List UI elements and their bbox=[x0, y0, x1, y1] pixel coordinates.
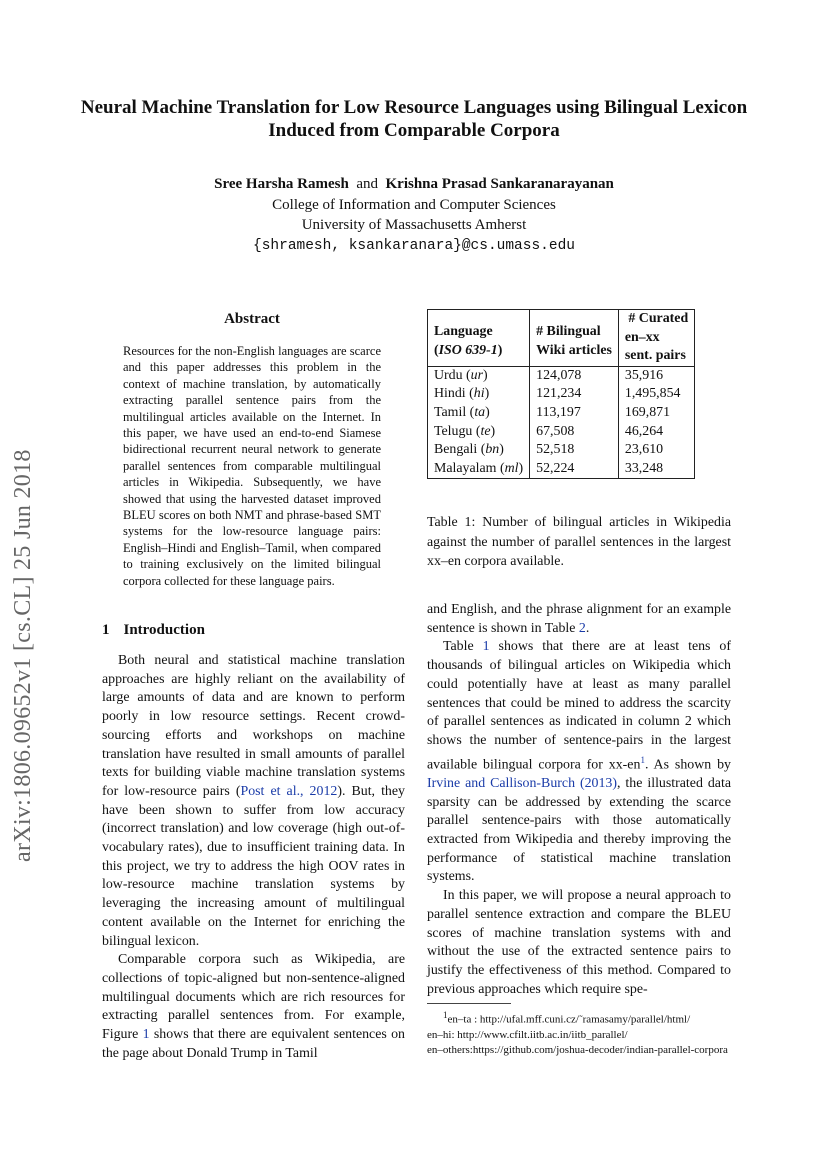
cell-articles: 121,234 bbox=[530, 385, 619, 404]
cell-language: Bengali (bn) bbox=[428, 441, 530, 460]
footnote bbox=[427, 1008, 731, 1058]
cell-pairs: 23,610 bbox=[618, 441, 694, 460]
bilingual-table bbox=[427, 309, 695, 479]
cell-language: Tamil (ta) bbox=[428, 404, 530, 423]
footnote-url: en–others:https://github.com/joshua-decoder/indian-parallel-corpora bbox=[427, 1043, 728, 1056]
section-title: Introduction bbox=[123, 622, 205, 638]
author-block bbox=[60, 174, 768, 256]
cell-language: Malayalam (ml) bbox=[428, 460, 530, 479]
paragraph bbox=[427, 638, 731, 887]
text-span: shows that there are equivalent sentences on the page about Donald Trump in Tamil bbox=[102, 1027, 405, 1061]
cell-pairs: 33,248 bbox=[618, 460, 694, 479]
table-row bbox=[428, 366, 695, 385]
paragraph bbox=[427, 601, 731, 638]
text-span: Both neural and statistical machine translation approaches are highly reliant on the availability of large amounts of data and are known to perform poorly in low resource settings. Recent crowd-sourcing efforts and workshops on machine translation have resulted in small amounts of parallel texts for building viable machine translation systems for low-resource pairs ( bbox=[102, 653, 405, 799]
table-row bbox=[428, 441, 695, 460]
cell-pairs: 35,916 bbox=[618, 366, 694, 385]
cell-articles: 113,197 bbox=[530, 404, 619, 423]
text-span: ). But, they have been shown to suffer from low accuracy (incorrect translation) and low coverage (high out-of-vocabulary rates), due to insufficient training data. In this project, we try to address the high OOV rates in low-resource machine translation systems by leveraging the increasing amount of multilingual content available on the Internet for enriching the bilingual lexicon. bbox=[102, 783, 405, 949]
table-row bbox=[428, 423, 695, 442]
right-column-text bbox=[427, 601, 731, 999]
table-link[interactable]: 2 bbox=[578, 620, 586, 636]
footnote-mark: 1 bbox=[443, 1010, 448, 1020]
figure-link[interactable]: 1 bbox=[142, 1027, 150, 1043]
header-language: Language bbox=[434, 324, 493, 340]
cell-pairs: 46,264 bbox=[618, 423, 694, 442]
abstract-body: Resources for the non-English languages are scarce and this paper addresses this problem in the context of machine translation, by automatically extracting parallel sentence pairs from the multilingual articles available on the Internet. In this paper, we have used an end-to-end Siamese bidirectional recurrent neural network to generate parallel sentences from comparable multilingual articles in Wikipedia. Subsequently, we have showed that using the harvested dataset improved BLEU scores on both NMT and phrase-based SMT systems for the low-resource language pairs: English–Hindi and English–Tamil, when compared to training exclusively on the limited bilingual corpora collected for these language pairs. bbox=[123, 344, 381, 588]
paragraph: In this paper, we will propose a neural approach to parallel sentence extraction and compare the BLEU scores of machine translation systems with and without the use of the extracted sentence pairs to justify the effectiveness of this method. Compared to previous approaches which require spe- bbox=[427, 888, 731, 997]
table-row bbox=[428, 404, 695, 423]
citation-link[interactable]: Irvine and Callison-Burch (2013) bbox=[427, 775, 617, 791]
intro-text bbox=[102, 652, 405, 1063]
citation-link[interactable]: Post et al., 2012 bbox=[240, 783, 338, 799]
text-span: Table bbox=[443, 639, 483, 655]
author-email: {shramesh, ksankaranara}@cs.umass.edu bbox=[253, 237, 575, 254]
cell-language: Hindi (hi) bbox=[428, 385, 530, 404]
table-link[interactable]: 1 bbox=[482, 639, 490, 655]
footnote-url: en–hi: http://www.cfilt.iitb.ac.in/iitb_parallel/ bbox=[427, 1028, 628, 1041]
header-iso: ISO 639-1 bbox=[438, 342, 498, 358]
cell-pairs: 1,495,854 bbox=[618, 385, 694, 404]
text-span: . bbox=[585, 620, 590, 636]
table-row bbox=[428, 460, 695, 479]
cell-language: Urdu (ur) bbox=[428, 366, 530, 385]
text-span: Comparable corpora such as Wikipedia, are collections of topic-aligned but non-sentence-aligned multilingual documents which are rich resources for extracting parallel sentences from. For example, Figure bbox=[102, 952, 405, 1043]
table-header: Language (ISO 639-1) bbox=[428, 310, 530, 367]
text-span: shows that there are at least tens of thousands of bilingual articles on Wikipedia which could potentially have at least as many parallel sentences that could be mined to address the scarcity of parallel sentences as indicated in column 2 which shows the number of sentence-pairs in the largest available bilingual corpora for xx-en bbox=[427, 639, 731, 773]
table-header: # Bilingual Wiki articles bbox=[530, 310, 619, 367]
text-span: , the illustrated data sparsity can be addressed by extending the scarce parallel sentence-pairs with those automatically extracted from Wikipedia and thereby improving the performance of statistical machine translation systems. bbox=[427, 775, 731, 885]
author-name: Krishna Prasad Sankaranarayanan bbox=[385, 176, 614, 192]
abstract-heading: Abstract bbox=[224, 311, 280, 327]
cell-articles: 52,224 bbox=[530, 460, 619, 479]
text-span: . As shown by bbox=[644, 757, 731, 773]
author-name: Sree Harsha Ramesh bbox=[214, 176, 349, 192]
affiliation: College of Information and Computer Sciences bbox=[272, 196, 556, 213]
section-number: 1 bbox=[102, 622, 110, 638]
cell-articles: 67,508 bbox=[530, 423, 619, 442]
arxiv-stamp: arXiv:1806.09652v1 [cs.CL] 25 Jun 2018 bbox=[10, 449, 36, 862]
cell-language: Telugu (te) bbox=[428, 423, 530, 442]
footnote-link[interactable]: 1 bbox=[640, 754, 645, 765]
author-conjunction: and bbox=[356, 176, 378, 192]
paper-title: Neural Machine Translation for Low Resource Languages using Bilingual Lexicon Induced from Comparable Corpora bbox=[80, 97, 748, 141]
text-span: and English, and the phrase alignment for an example sentence is shown in Table bbox=[427, 602, 731, 636]
table-header: # Curated en–xx sent. pairs bbox=[618, 310, 694, 367]
cell-pairs: 169,871 bbox=[618, 404, 694, 423]
paragraph bbox=[102, 951, 405, 1063]
section-heading bbox=[102, 622, 219, 639]
cell-articles: 52,518 bbox=[530, 441, 619, 460]
table-body bbox=[428, 366, 695, 479]
table-caption: Table 1: Number of bilingual articles in Wikipedia against the number of parallel sentences in the largest xx–en corpora available. bbox=[427, 515, 731, 569]
paragraph bbox=[102, 652, 405, 951]
footnote-url: en–ta : http://ufal.mff.cuni.cz/˜ramasamy/parallel/html/ bbox=[447, 1013, 691, 1026]
cell-articles: 124,078 bbox=[530, 366, 619, 385]
affiliation: University of Massachusetts Amherst bbox=[301, 217, 527, 233]
table-row bbox=[428, 385, 695, 404]
footnote-divider bbox=[427, 1003, 511, 1004]
